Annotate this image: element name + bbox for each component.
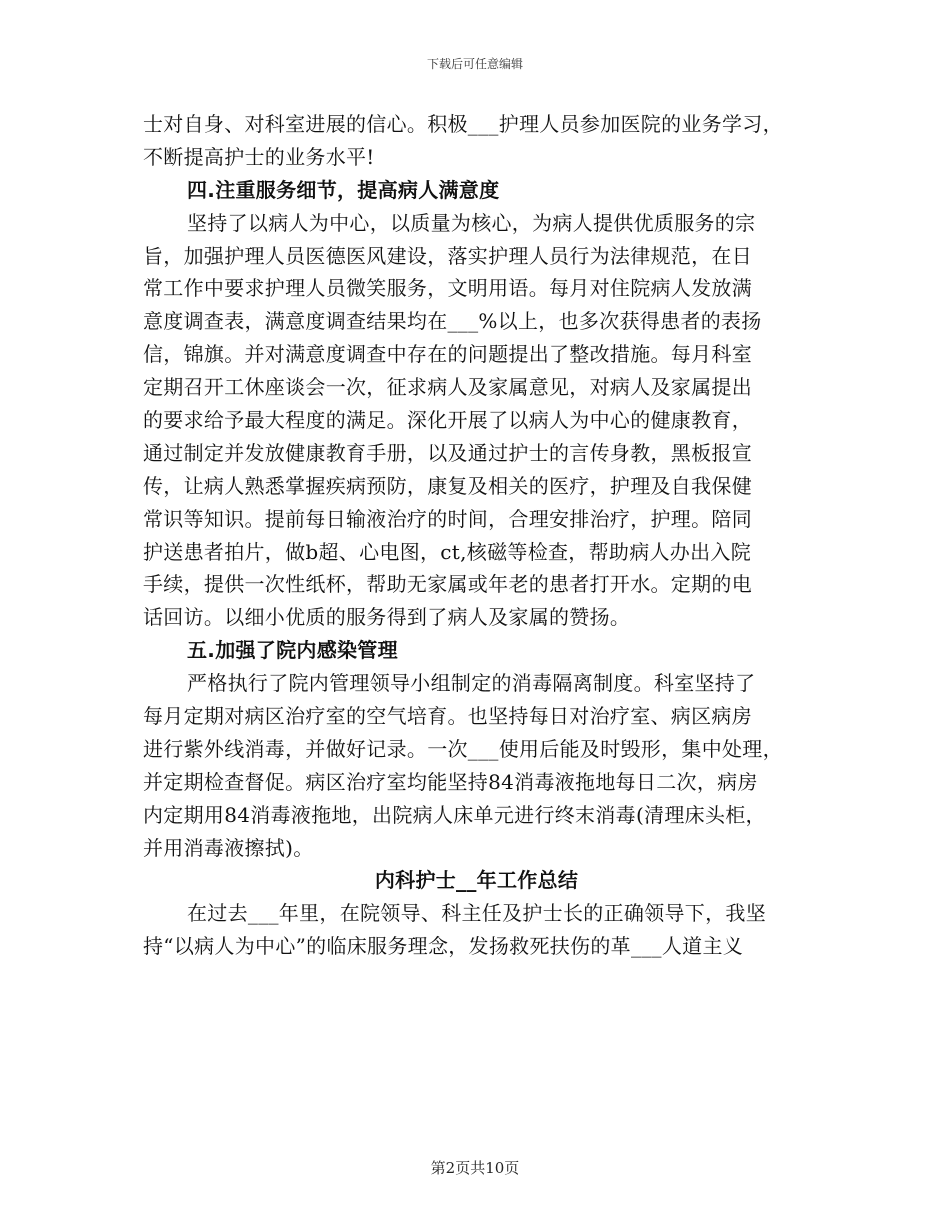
paragraph-line: 常识等知识。提前每日输液治疗的时间，合理安排治疗，护理。陪同 [143,506,752,531]
paragraph-line: 传，让病人熟悉掌握疾病预防，康复及相关的医疗，护理及自我保健 [143,473,752,498]
section-heading: 四.注重服务细节，提高病人满意度 [187,177,500,202]
paragraph-line: 旨，加强护理人员医德医风建设，落实护理人员行为法律规范，在日 [143,243,752,268]
paragraph-line: 持“以病人为中心”的临床服务理念，发扬救死扶伤的革___人道主义 [143,934,744,959]
paragraph-line: 手续，提供一次性纸杯，帮助无家属或年老的患者打开水。定期的电 [143,572,752,597]
document-title: 内科护士__年工作总结 [374,868,579,893]
paragraph-line: 并用消毒液擦拭)。 [143,835,314,860]
paragraph-line: 并定期检查督促。病区治疗室均能坚持84消毒液拖地每日二次，病房 [143,769,758,794]
paragraph-line: 在过去___年里，在院领导、科主任及护士长的正确领导下，我坚 [187,901,766,926]
paragraph-line: 护送患者拍片，做b超、心电图，ct,核磁等检查，帮助病人办出入院 [143,539,751,564]
section-heading: 五.加强了院内感染管理 [187,638,398,663]
page-number: 第2页共10页 [430,1159,520,1177]
paragraph-line: 常工作中要求护理人员微笑服务，文明用语。每月对住院病人发放满 [143,276,752,301]
paragraph-line: 不断提高护士的业务水平! [143,144,375,169]
paragraph-line: 意度调查表，满意度调查结果均在___%以上，也多次获得患者的表扬 [143,309,762,334]
paragraph-line: 话回访。以细小优质的服务得到了病人及家属的赞扬。 [143,605,631,630]
paragraph-line: 士对自身、对科室进展的信心。积极___护理人员参加医院的业务学习， [143,112,783,136]
paragraph-line: 的要求给予最大程度的满足。深化开展了以病人为中心的健康教育， [143,408,752,433]
document-body [143,108,810,963]
paragraph-line: 严格执行了院内管理领导小组制定的消毒隔离制度。科室坚持了 [187,671,756,696]
paragraph-line: 内定期用84消毒液拖地，出院病人床单元进行终末消毒(清理床头柜， [143,802,766,827]
paragraph-line: 信，锦旗。并对满意度调查中存在的问题提出了整改措施。每月科室 [143,342,752,367]
page-header: 下载后可任意编辑 [426,57,523,71]
paragraph-line: 定期召开工休座谈会一次，征求病人及家属意见，对病人及家属提出 [143,375,752,400]
paragraph-line: 坚持了以病人为中心，以质量为核心，为病人提供优质服务的宗 [187,210,756,235]
paragraph-line: 每月定期对病区治疗室的空气培育。也坚持每日对治疗室、病区病房 [143,704,752,729]
paragraph-line: 进行紫外线消毒，并做好记录。一次___使用后能及时毁形，集中处理， [143,736,783,761]
paragraph-line: 通过制定并发放健康教育手册，以及通过护士的言传身教，黑板报宣 [143,440,752,465]
